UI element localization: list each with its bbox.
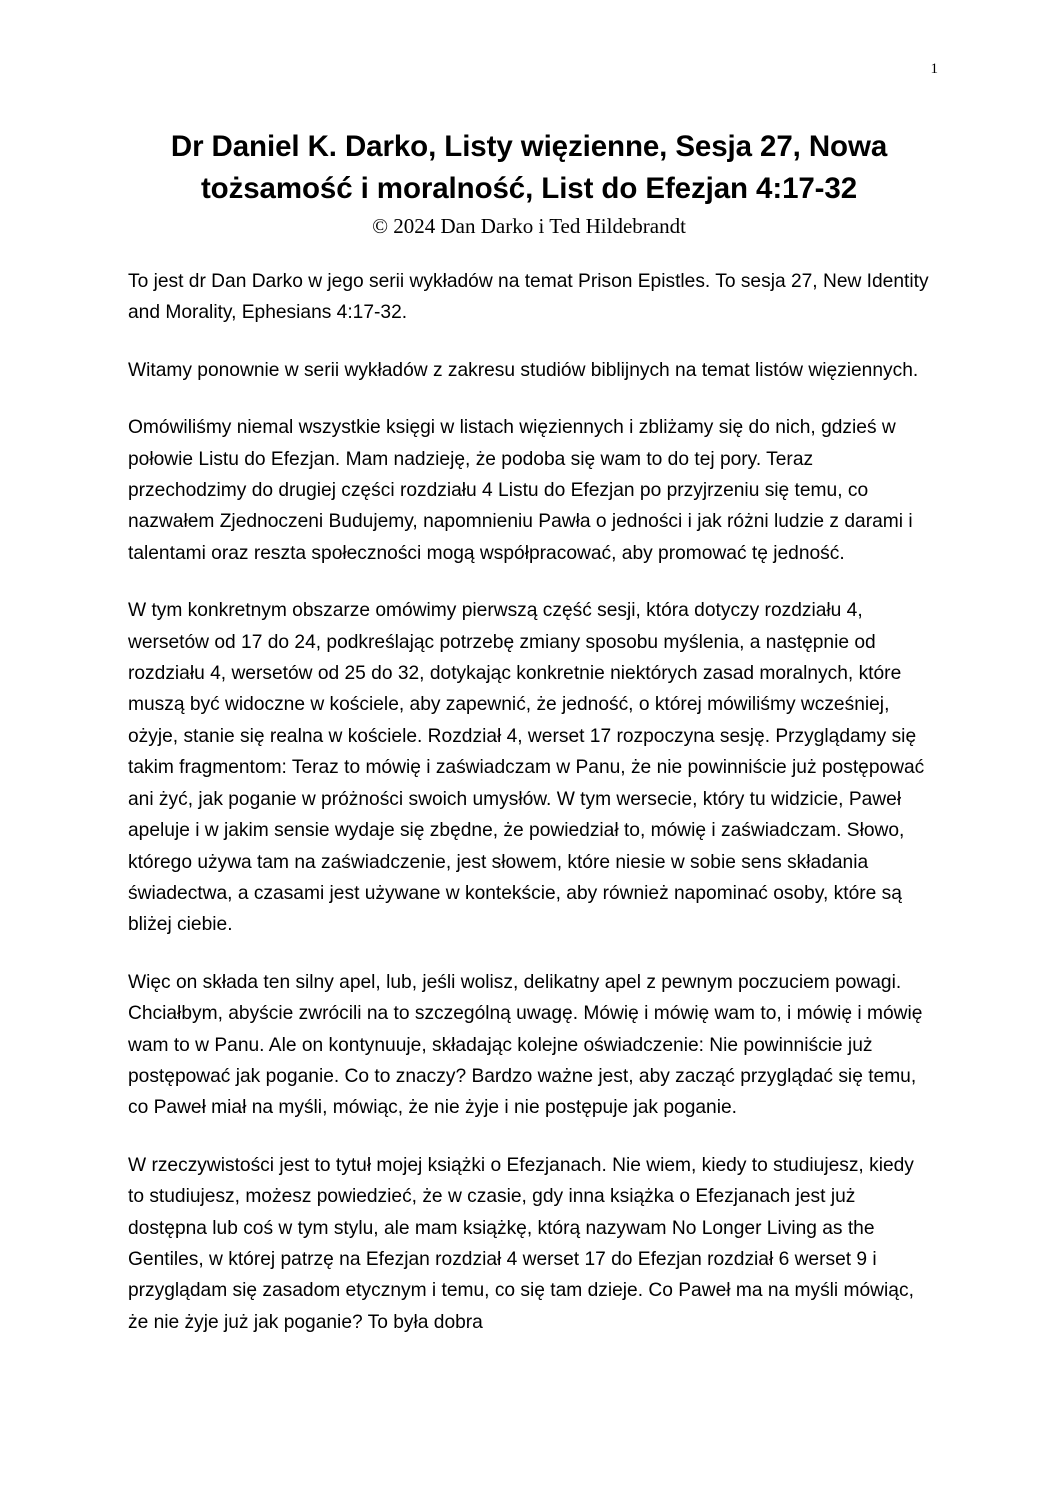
document-body <box>128 126 930 1338</box>
paragraph: W tym konkretnym obszarze omówimy pierwszą część sesji, która dotyczy rozdziału 4, wersetów od 17 do 24, podkreślając potrzebę zmiany sposobu myślenia, a następnie od rozdziału 4, wersetów od 25 do 32, dotykając konkretnie niektórych zasad moralnych, które muszą być widoczne w kościele, aby zapewnić, że jedność, o której mówiliśmy wcześniej, ożyje, stanie się realna w kościele. Rozdział 4, werset 17 rozpoczyna sesję. Przyglądamy się takim fragmentom: Teraz to mówię i zaświadczam w Panu, że nie powinniście już postępować ani żyć, jak poganie w próżności swoich umysłów. W tym wersecie, który tu widzicie, Paweł apeluje i w jakim sensie wydaje się zbędne, że powiedział to, mówię i zaświadczam. Słowo, którego używa tam na zaświadczenie, jest słowem, które niesie w sobie sens składania świadectwa, a czasami jest używane w kontekście, aby również napominać osoby, które są bliżej ciebie. <box>128 600 925 936</box>
paragraph: W rzeczywistości jest to tytuł mojej książki o Efezjanach. Nie wiem, kiedy to studiujesz, kiedy to studiujesz, możesz powiedzieć, że w czasie, gdy inna książka o Efezjanach jest już dostępna lub coś w tym stylu, ale mam książkę, którą nazywam No Longer Living as the Gentiles, w której patrzę na Efezjan rozdział 4 werset 17 do Efezjan rozdział 6 werset 9 i przyglądam się zasadom etycznym i temu, co się tam dzieje. Co Paweł ma na myśli mówiąc, że nie żyje już jak poganie? To była dobra <box>128 1154 914 1333</box>
paragraph: Witamy ponownie w serii wykładów z zakresu studiów biblijnych na temat listów więziennych. <box>128 359 919 381</box>
copyright-line: © 2024 Dan Darko i Ted Hildebrandt <box>372 214 686 238</box>
page-number: 1 <box>930 61 938 77</box>
paragraph: Omówiliśmy niemal wszystkie księgi w listach więziennych i zbliżamy się do nich, gdzieś w połowie Listu do Efezjan. Mam nadzieję, że podoba się wam to do tej pory. Teraz przechodzimy do drugiej części rozdziału 4 Listu do Efezjan po przyjrzeniu się temu, co nazwałem Zjednoczeni Budujemy, napomnieniu Pawła o jedności i jak różni ludzie z darami i talentami oraz reszta społeczności mogą współpracować, aby promować tę jedność. <box>128 417 913 564</box>
paragraph: To jest dr Dan Darko w jego serii wykładów na temat Prison Epistles. To sesja 27, New Identity and Morality, Ephesians 4:17-32. <box>128 271 929 324</box>
paragraph: Więc on składa ten silny apel, lub, jeśli wolisz, delikatny apel z pewnym poczuciem powagi. Chciałbym, abyście zwrócili na to szczególną uwagę. Mówię i mówię wam to, i mówię i mówię wam to w Panu. Ale on kontynuuje, składając kolejne oświadczenie: Nie powinniście już postępować jak poganie. Co to znaczy? Bardzo ważne jest, aby zacząć przyglądać się temu, co Paweł miał na myśli, mówiąc, że nie żyje i nie postępuje jak poganie. <box>128 971 923 1119</box>
page-title: Dr Daniel K. Darko, Listy więzienne, Sesja 27, Nowa tożsamość i moralność, List do Efezjan 4:17-32 <box>170 130 888 205</box>
